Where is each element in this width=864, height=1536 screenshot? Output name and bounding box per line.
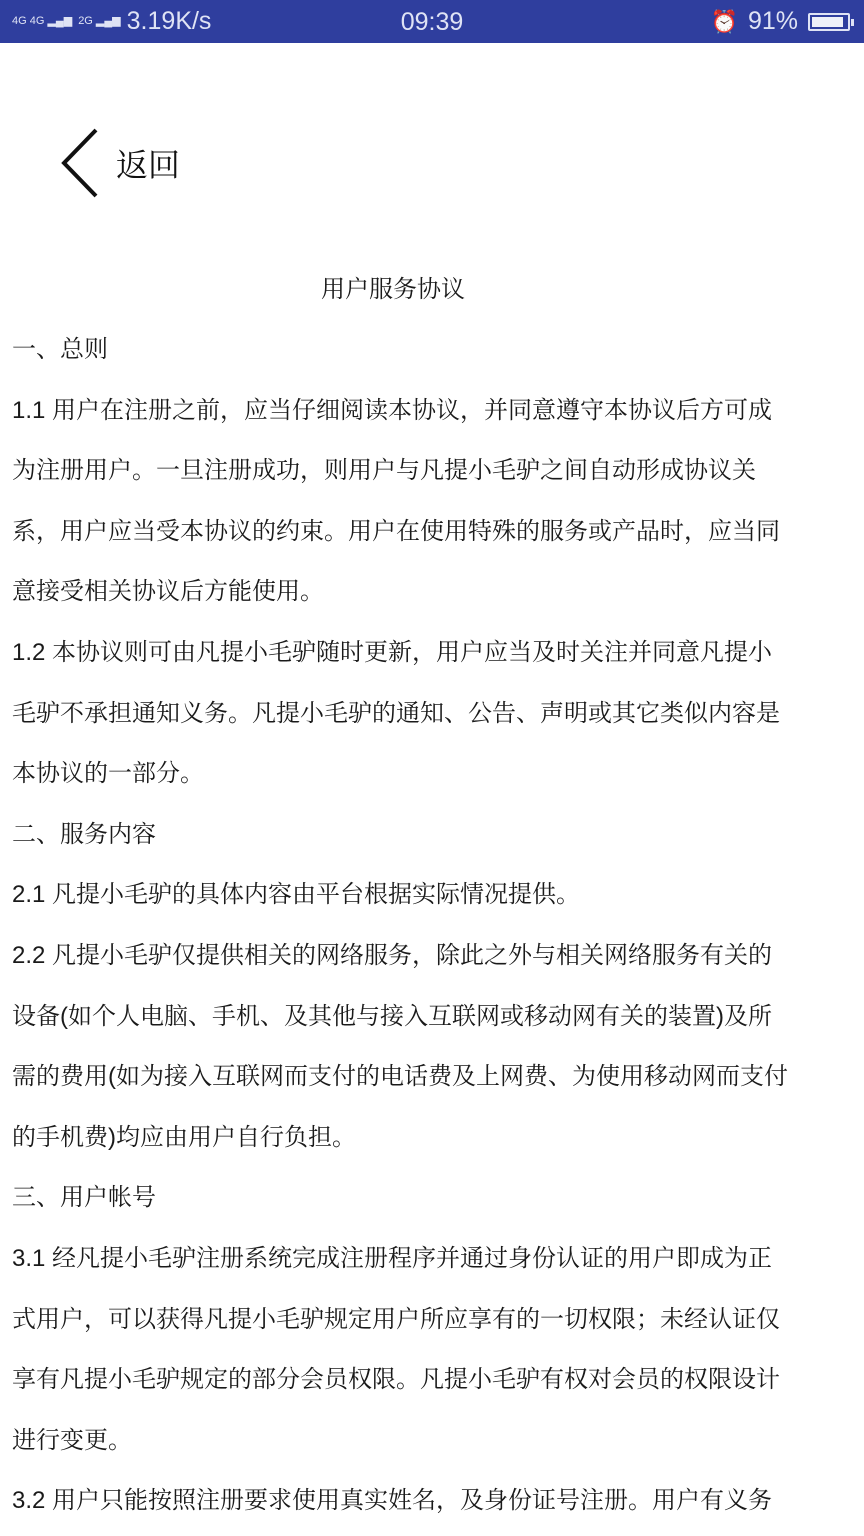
agreement-line: 设备(如个人电脑、手机、及其他与接入互联网或移动网有关的装置)及所	[12, 1002, 772, 1030]
status-right	[711, 7, 850, 36]
agreement-body[interactable]	[12, 320, 860, 1532]
agreement-line: 为注册用户。一旦注册成功，则用户与凡提小毛驴之间自动形成协议关	[12, 457, 756, 485]
alarm-icon: ⏰	[710, 8, 738, 34]
signal-2g-icon: 2G ▂▄▆	[78, 15, 121, 27]
agreement-line: 享有凡提小毛驴规定的部分会员权限。凡提小毛驴有权对会员的权限设计	[12, 1366, 780, 1394]
signal-icon: 4G 4G ▂▄▆	[12, 15, 73, 27]
agreement-line: 2.1 凡提小毛驴的具体内容由平台根据实际情况提供。	[12, 881, 581, 909]
clock: 09:39	[400, 8, 464, 36]
status-bar	[0, 0, 864, 43]
agreement-line: 二、服务内容	[12, 820, 156, 848]
agreement-line: 式用户，可以获得凡提小毛驴规定用户所应享有的一切权限；未经认证仅	[12, 1305, 780, 1333]
battery-icon	[808, 13, 850, 31]
agreement-line: 三、用户帐号	[12, 1184, 156, 1212]
page-title: 用户服务协议	[321, 276, 465, 303]
network-type-2g: 2G	[78, 15, 93, 27]
network-type: 4G 4G	[12, 15, 45, 27]
battery-percent: 91%	[747, 7, 798, 35]
battery-fill	[812, 17, 843, 27]
agreement-line: 的手机费)均应由用户自行负担。	[12, 1123, 356, 1151]
agreement-line: 一、总则	[12, 336, 108, 363]
agreement-line: 意接受相关协议后方能使用。	[12, 578, 324, 606]
agreement-line: 1.2 本协议则可由凡提小毛驴随时更新，用户应当及时关注并同意凡提小	[12, 638, 773, 666]
agreement-line: 本协议的一部分。	[12, 760, 204, 788]
agreement-line: 进行变更。	[12, 1426, 132, 1454]
agreement-line: 毛驴不承担通知义务。凡提小毛驴的通知、公告、声明或其它类似内容是	[12, 699, 780, 727]
agreement-line: 需的费用(如为接入互联网而支付的电话费及上网费、为使用移动网而支付	[12, 1063, 788, 1091]
agreement-line: 3.1 经凡提小毛驴注册系统完成注册程序并通过身份认证的用户即成为正	[12, 1244, 773, 1272]
agreement-line: 1.1 用户在注册之前，应当仔细阅读本协议，并同意遵守本协议后方可成	[12, 396, 773, 424]
chevron-left-icon	[58, 126, 102, 200]
agreement-line: 2.2 凡提小毛驴仅提供相关的网络服务，除此之外与相关网络服务有关的	[12, 941, 773, 969]
network-speed: 3.19K/s	[126, 7, 212, 35]
back-label: 返回	[116, 147, 181, 183]
back-button[interactable]	[58, 126, 180, 200]
agreement-line: 3.2 用户只能按照注册要求使用真实姓名，及身份证号注册。用户有义务	[12, 1487, 773, 1515]
agreement-line: 系，用户应当受本协议的约束。用户在使用特殊的服务或产品时，应当同	[12, 517, 780, 545]
